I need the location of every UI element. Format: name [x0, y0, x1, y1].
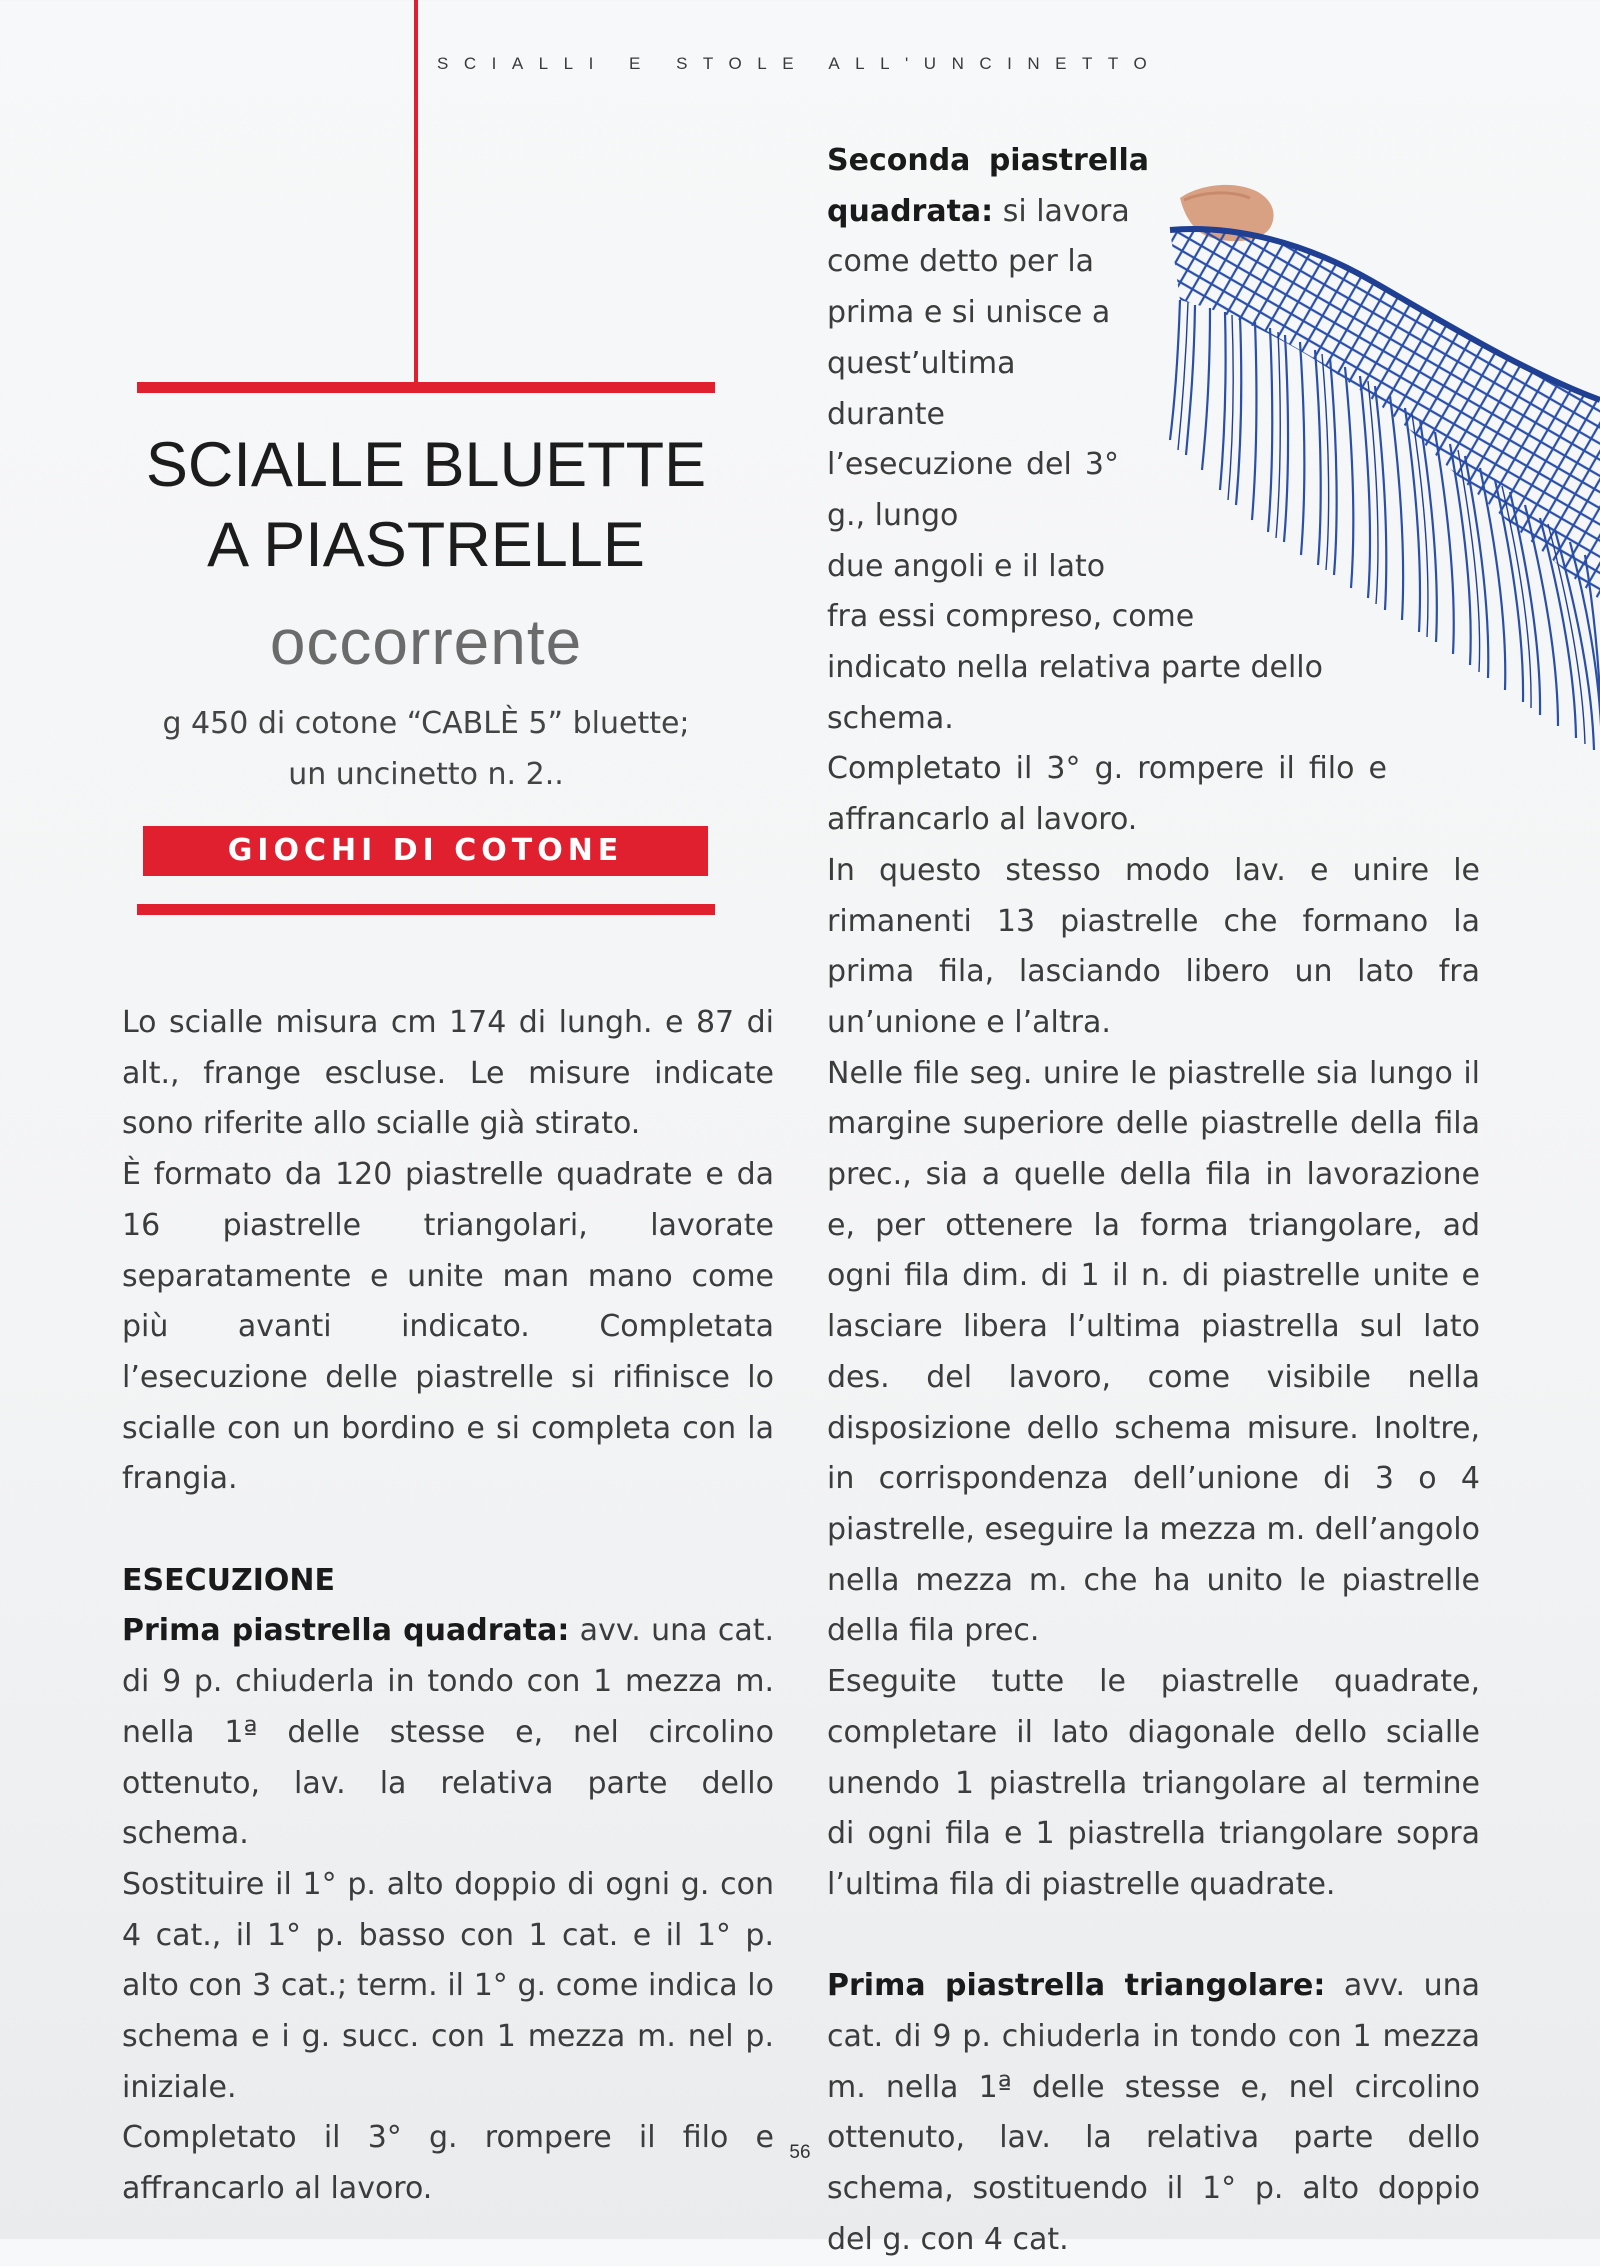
- second-square-line-3: prima e si unisce a: [827, 295, 1111, 331]
- second-square-line-2: come detto per la: [827, 244, 1095, 280]
- title-line-1: SCIALLE BLUETTE: [145, 430, 707, 500]
- first-square-text: avv. una cat. di 9 p. chiuderla in tondo con 1 mezza m. nella 1ª delle stesse e, nel circolino ottenuto, lav. la relativa parte dello schema.: [122, 1613, 775, 1852]
- complete-paragraph: Completato il 3° g. rompere il filo e affrancarlo al lavoro.: [122, 2120, 774, 2207]
- after-squares-paragraph: Eseguite tutte le piastrelle quadrate, completare il lato diagonale dello scialle unendo 1 piastrella triangolare al termine di ogni fila e 1 piastrella triangolare sopra l’ultima fila di piastrelle quadrate.: [827, 1664, 1480, 1902]
- bottom-red-rule: [137, 904, 715, 915]
- materials: [100, 698, 752, 800]
- materials-line-1: g 450 di cotone “CABLÈ 5” bluette;: [162, 706, 690, 741]
- running-head: SCIALLI E STOLE ALL'UNCINETTO: [437, 54, 1163, 73]
- brand-badge: GIOCHI DI COTONE: [143, 826, 708, 876]
- section-heading-esecuzione: ESECUZIONE: [122, 1562, 335, 1598]
- next-rows-paragraph: Nelle file seg. unire le piastrelle sia lungo il margine superiore delle piastrelle della fila prec., sia a quelle della fila in lavorazione e, per ottenere la forma triangolare, ad ogni fila dim. di 1 il n. di piastrelle unite e lasciare libera l’ultima piastrella sul lato des. del lavoro, come visibile nella disposizione dello schema misure. Inoltre, in corrispondenza dell’unione di 3 o 4 piastrelle, eseguire la mezza m. dell’angolo nella mezza m. che ha unito le piastrelle della fila prec.: [827, 1055, 1480, 1649]
- second-square-line-5: due angoli e il lato: [827, 548, 1106, 584]
- second-square-line-4: quest’ultima durante l’esecuzione del 3° g., lungo: [827, 345, 1119, 533]
- intro-paragraph-2: È formato da 120 piastrelle quadrate e da 16 piastrelle triangolari, lavorate separatamente e unite man mano come più avanti indicato. Completata l’esecuzione delle piastrelle si rifinisce lo scialle con un bordino e si completa con la frangia.: [122, 1157, 774, 1497]
- right-complete-paragraph: Completato il 3° g. rompere il filo e affrancarlo al lavoro.: [827, 751, 1387, 838]
- right-column: [827, 136, 1480, 2266]
- second-square-line-6: fra essi compreso, come: [827, 599, 1195, 635]
- page-number: 56: [789, 2142, 811, 2163]
- subtitle: occorrente: [269, 606, 583, 678]
- page-title: [100, 425, 752, 585]
- first-triangle-label: Prima piastrella triangolare:: [827, 1968, 1326, 2004]
- first-square-paragraph: [122, 1606, 774, 1860]
- second-square-line-7: indicato nella relativa parte dello: [827, 650, 1323, 686]
- vertical-red-rule: [414, 0, 418, 385]
- first-triangle-text: avv. una cat. di 9 p. chiuderla in tondo con 1 mezza m. nella 1ª delle stesse e, nel circolino ottenuto, lav. la relativa parte dello schema, sostituendo il 1° p. alto doppio del g. con 4 cat.: [827, 1968, 1480, 2257]
- materials-line-2: un uncinetto n. 2..: [288, 757, 564, 792]
- title-line-2: A PIASTRELLE: [207, 510, 645, 580]
- same-mode-paragraph: In questo stesso modo lav. e unire le rimanenti 13 piastrelle che formano la prima fila, lasciando libero un lato fra un’unione e l’altra.: [827, 852, 1480, 1040]
- second-square-line-8: schema.: [827, 700, 954, 736]
- first-square-label: Prima piastrella quadrata:: [122, 1613, 570, 1649]
- intro-paragraph-1: Lo scialle misura cm 174 di lungh. e 87 di alt., frange escluse. Le misure indicate sono riferite allo scialle già stirato.: [122, 1005, 774, 1142]
- second-square-paragraph: [827, 136, 1149, 237]
- top-red-rule: [137, 382, 715, 393]
- second-square-line-1: si lavora: [993, 193, 1130, 229]
- first-triangle-paragraph: [827, 1961, 1480, 2265]
- second-square-label: Seconda piastrella quadrata:: [827, 143, 1149, 229]
- left-column: [122, 998, 774, 2215]
- replace-paragraph: Sostituire il 1° p. alto doppio di ogni g. con 4 cat., il 1° p. basso con 1 cat. e il 1° p. alto con 3 cat.; term. il 1° g. come indica lo schema e i g. succ. con 1 mezza m. nel p. iniziale.: [122, 1866, 774, 2105]
